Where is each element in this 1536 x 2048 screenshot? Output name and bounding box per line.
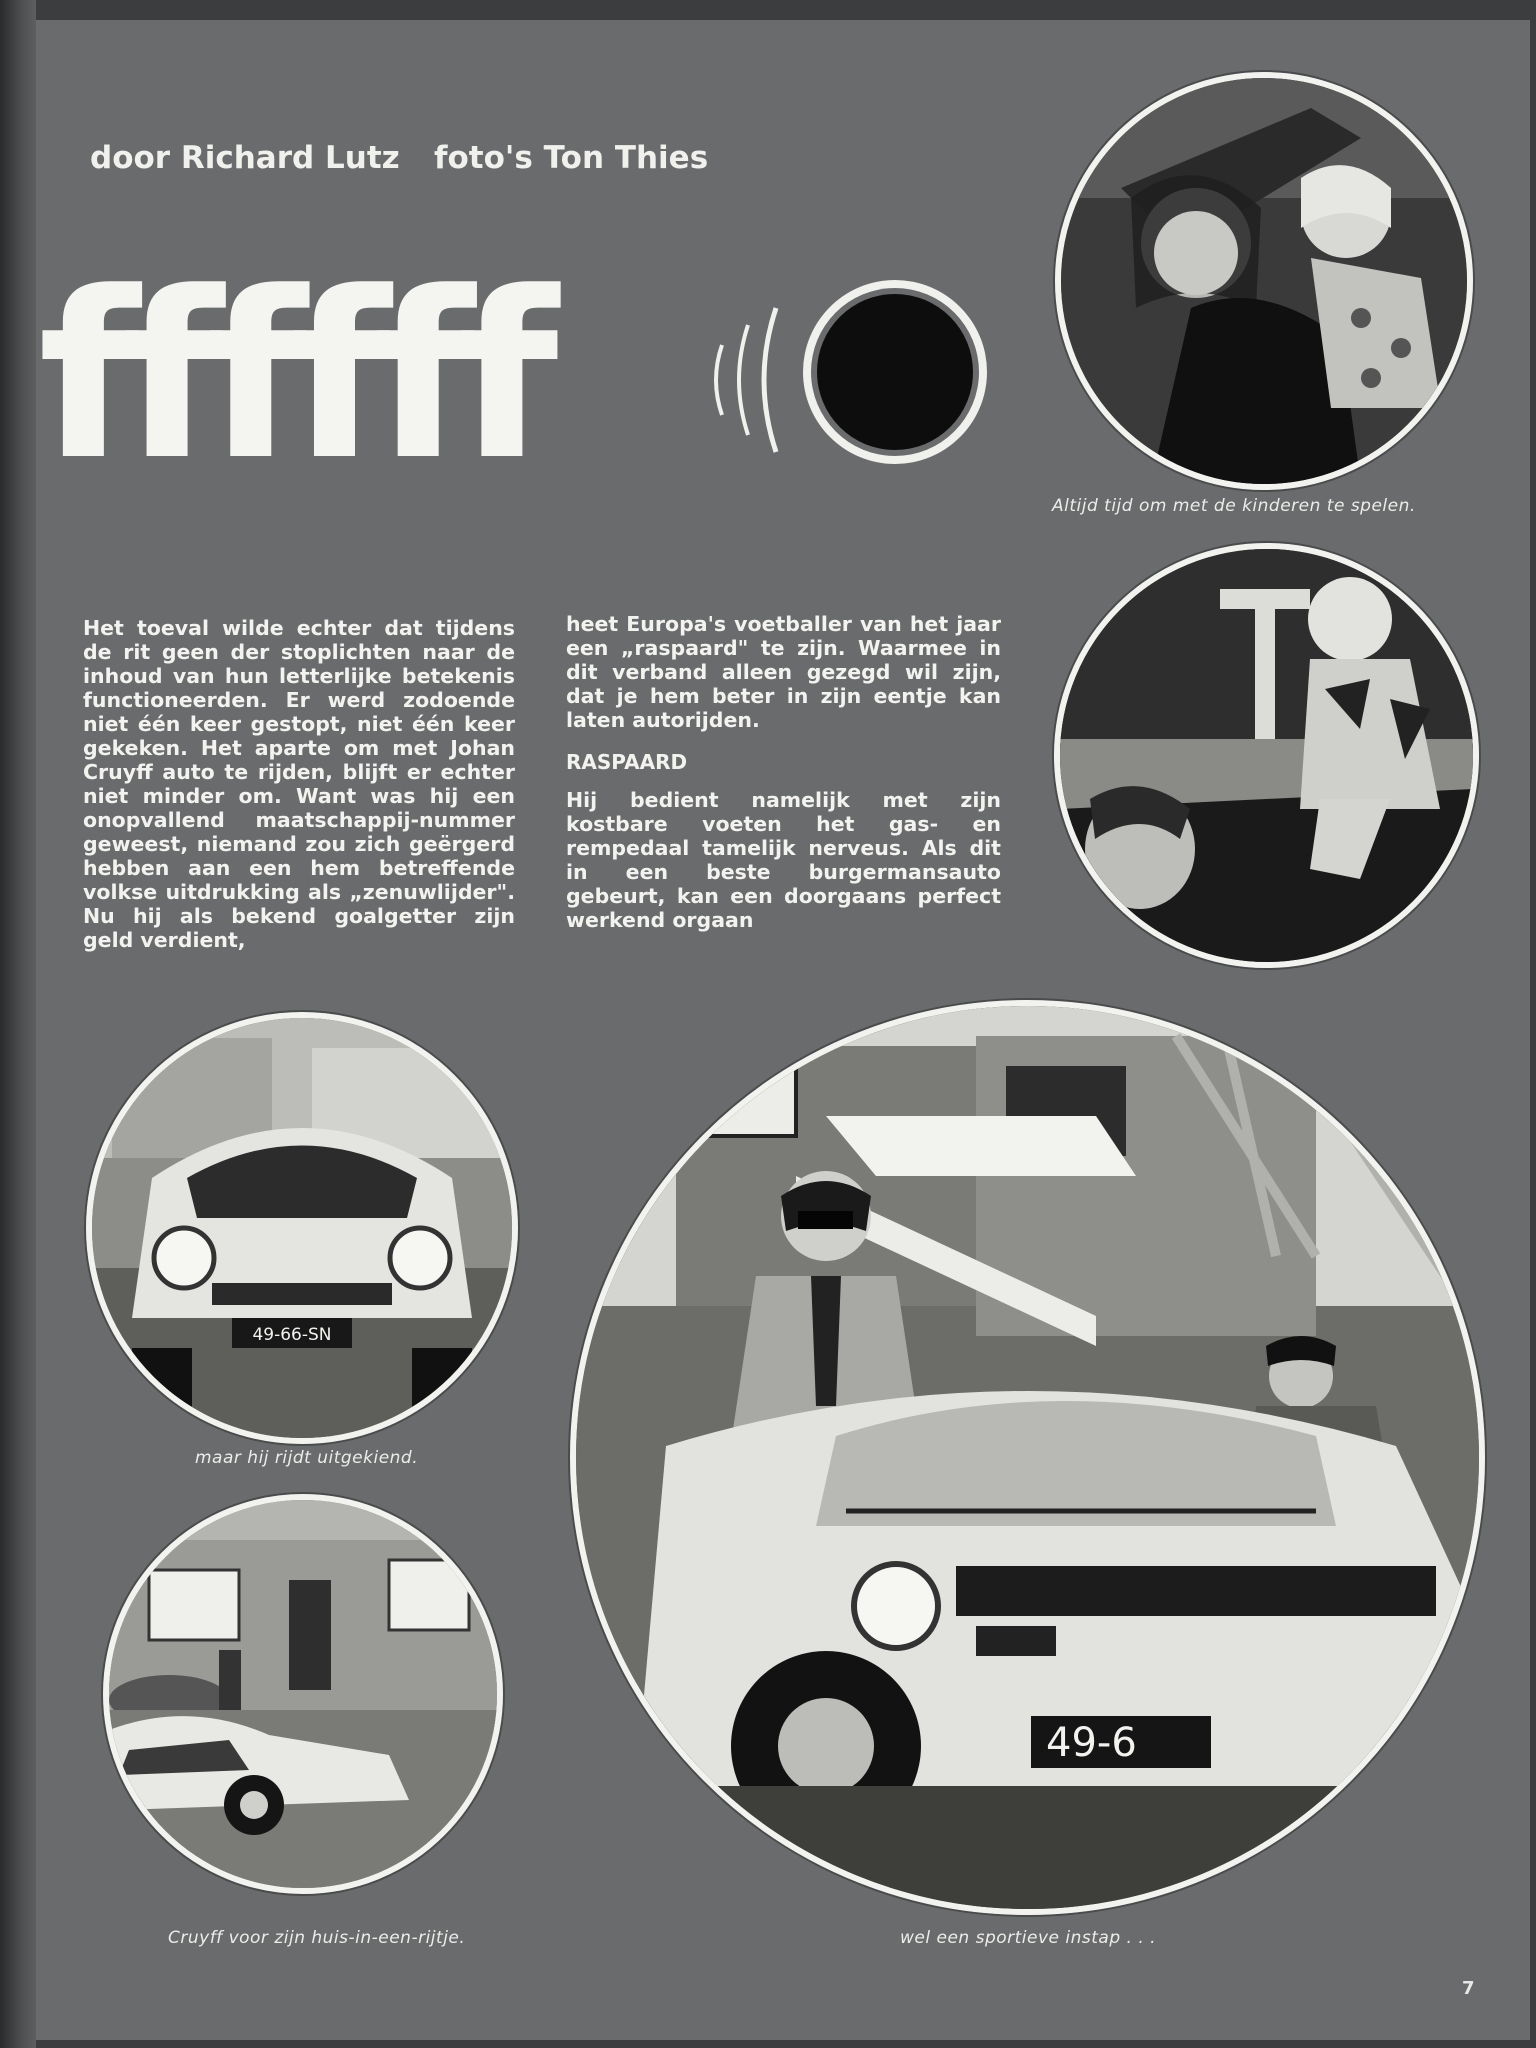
- plate-side: 49-6: [1046, 1720, 1137, 1766]
- caption-instap: wel een sportieve instap . . .: [900, 1928, 1157, 1948]
- photo-house: [103, 1494, 503, 1894]
- column2-paragraph-2: Hij bedient namelijk met zijn kostbare voeten het gas- en rempedaal tamelijk nerveus. Als dit in een beste burgermansauto gebeurt, kan een doorgaans perfect werkend orgaan: [566, 788, 1001, 932]
- caption-house: Cruyff voor zijn huis-in-een-rijtje.: [168, 1928, 466, 1948]
- photo-kids: [1055, 72, 1473, 490]
- photo-sportive-instap: [570, 1000, 1485, 1915]
- subhead-raspaard: RASPAARD: [566, 750, 688, 774]
- column2-paragraph-1: heet Europa's voetballer van het jaar een „raspaard" te zijn. Waarmee in dit verband alleen gezegd wil zijn, dat je hem beter in zijn eentje kan laten autorijden.: [566, 612, 1001, 732]
- article-column-2: [566, 612, 1001, 950]
- page-number: 7: [1462, 1978, 1475, 1999]
- article-column-1: [83, 616, 515, 970]
- caption-kids: Altijd tijd om met de kinderen te spelen.: [1052, 496, 1416, 516]
- photo-child-stairs: [1054, 543, 1479, 968]
- plate-front: 49-66-SN: [252, 1325, 332, 1345]
- column1-paragraph: Het toeval wilde echter dat tijdens de rit geen der stoplichten naar de inhoud van hun letterlijke betekenis functioneerden. Er werd zodoende niet één keer gestopt, niet één keer gekeken. Het aparte om met Johan Cruyff auto te rijden, blijft er echter niet minder om. Want was hij een onopvallend maatschappij-nummer geweest, niemand zou zich geërgerd hebben aan een hem betreffende volkse uitdrukking als „zenuwlijder". Nu hij als bekend goalgetter zijn geld verdient,: [83, 616, 515, 952]
- sound-wave-graphic: [700, 280, 1000, 480]
- binding-spine: [0, 0, 36, 2048]
- byline-author: door Richard Lutz: [90, 140, 400, 176]
- caption-driving: maar hij rijdt uitgekiend.: [195, 1448, 419, 1468]
- headline: ffffff: [38, 244, 541, 511]
- byline-photographer: foto's Ton Thies: [434, 140, 709, 176]
- photo-car-front: [86, 1012, 518, 1444]
